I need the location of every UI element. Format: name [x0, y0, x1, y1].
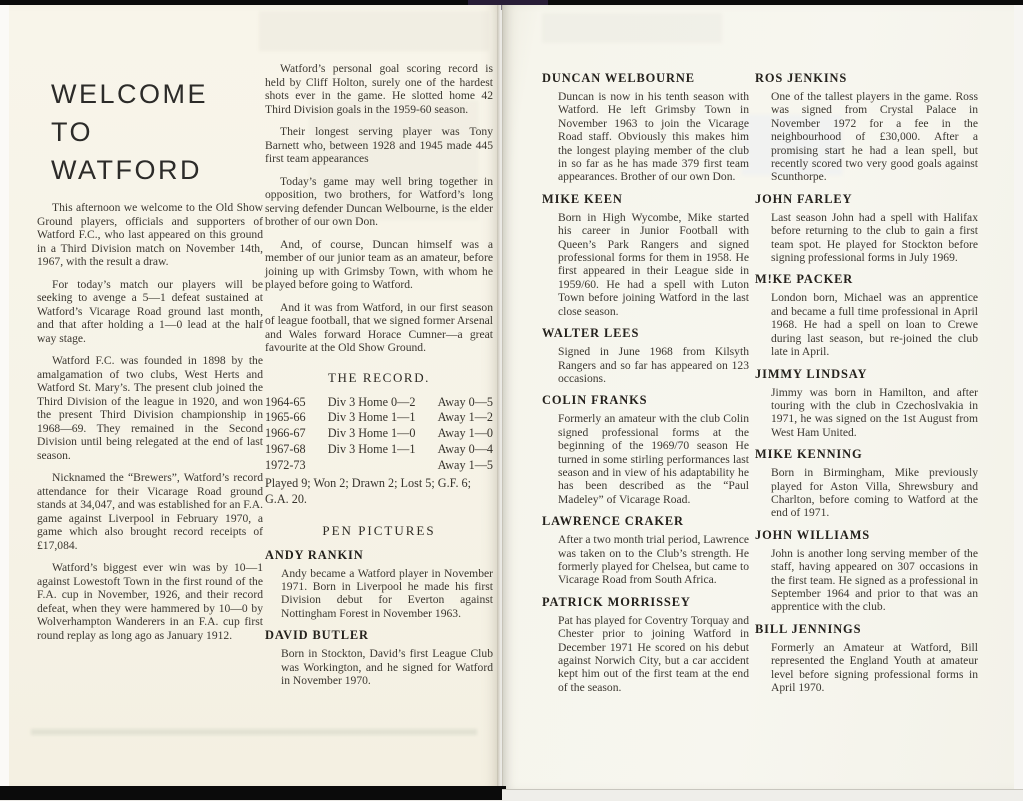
- player-name: ROS JENKINS: [755, 71, 848, 85]
- record-row: [265, 395, 493, 411]
- player-name: JOHN WILLIAMS: [755, 527, 871, 542]
- show-through-artifact: [542, 13, 722, 43]
- pen-pictures-heading: PEN PICTURES: [322, 522, 436, 538]
- player-bio: John is another long serving member of the staff, having appeared on 307 occasions in the first team. He signed as a professional in September 1964 and prior to that was an apprentice with the club.: [771, 546, 978, 614]
- page-fold-crease: [497, 5, 503, 788]
- right-page-column-2: [755, 63, 978, 698]
- player-entry: [542, 514, 749, 587]
- player-bio: Born in Stockton, David’s first League Club was Workington, and he signed for Watford in November 1970.: [281, 647, 493, 688]
- page-title-line: TO: [51, 117, 94, 147]
- player-entry: [755, 272, 978, 358]
- player-entry: [542, 326, 749, 385]
- record-season: 1965-66: [265, 410, 306, 425]
- player-entry: [755, 367, 978, 440]
- player-bio: Signed in June 1968 from Kilsyth Rangers and so far has appeared on 123 occasions.: [558, 345, 749, 385]
- player-entry: [755, 528, 978, 614]
- player-bio: Pat has played for Coventry Torquay and Chester prior to joining Watford in December 1971 He scored on his debut against Norwich City, but a car accident kept him out of the first team at the end of the season.: [558, 613, 749, 694]
- player-name: JIMMY LINDSAY: [755, 366, 868, 381]
- right-page-column-1: [542, 63, 749, 698]
- player-bio: Born in Birmingham, Mike previously played for Aston Villa, Shrewsbury and Charlton, before coming to Watford at the end of 1971.: [771, 466, 978, 520]
- paragraph: Watford F.C. was founded in 1898 by the amalgamation of two clubs, West Herts and Watford St. Mary’s. The present club joined the Third Division of the league in 1920, and won the present Third Division championship in 1968—69. They remained in the Second Division until being relegated at the end of last season.: [37, 354, 263, 462]
- pen-pictures-section: [265, 523, 493, 688]
- left-page-column-2: [265, 62, 493, 692]
- record-away: Away 0—4: [437, 441, 493, 456]
- record-season: 1966-67: [265, 426, 306, 441]
- paragraph: Nicknamed the “Brewers”, Watford’s record attendance for their Vicarage Road ground stands at 34,047, and was established for an F.A. game against Liverpool in February 1970, a game which also brought record receipts of £17,084.: [37, 471, 263, 552]
- record-away: Away 1—0: [437, 426, 493, 441]
- player-name: LAWRENCE CRAKER: [542, 514, 684, 529]
- paragraph: This afternoon we welcome to the Old Show Ground players, officials and supporters of Watford F.C., who last appeared on this ground in a Third Division match on November 14th, 1967, with the result a draw.: [37, 201, 263, 268]
- player-bio: One of the tallest players in the game. Ross was signed from Crystal Palace in November 1972 for a fee in the neighbourhood of £30,000. After a promising start he had a lean spell, but recently scored two very good goals against Scunthorpe.: [771, 90, 978, 184]
- player-bio: Formerly an Amateur at Watford, Bill represented the England Youth at amateur level before signing professional forms in April 1970.: [771, 640, 978, 694]
- record-detail: Div 3 Home 1—1: [327, 410, 416, 425]
- player-name: JOHN FARLEY: [755, 191, 853, 206]
- record-season: 1972-73: [265, 457, 306, 472]
- player-entry: [755, 192, 978, 265]
- record-away: Away 1—2: [437, 410, 493, 425]
- player-entry: [265, 628, 493, 687]
- page-left: [9, 5, 501, 788]
- record-season: 1964-65: [265, 394, 306, 409]
- record-season: 1967-68: [265, 441, 306, 456]
- record-away: Away 1—5: [437, 457, 493, 472]
- record-row: [265, 410, 493, 426]
- player-entry: [755, 622, 978, 695]
- player-name: ANDY RANKIN: [265, 547, 364, 562]
- player-bio: London born, Michael was an apprentice and became a full time professional in April 1968. He had a spell on loan to Crewe during last season, but re-joined the club late in April.: [771, 291, 978, 359]
- bottom-right-page-edge: [502, 789, 1023, 801]
- record-summary: Played 9; Won 2; Drawn 2; Lost 5; G.F. 6; G.A. 20.: [265, 476, 472, 507]
- record-detail: Div 3 Home 0—2: [327, 394, 416, 409]
- paragraph: And it was from Watford, in our first season of league football, that we signed former Arsenal and Wales forward Horace Cumner—a great favourite at the Old Show Ground.: [265, 300, 493, 354]
- record-row: [265, 426, 493, 442]
- paragraph: For today’s match our players will be seeking to avenge a 5—1 defeat sustained at Watford’s Vicarage Road ground last month, and that after holding a 1—0 lead at the half way stage.: [37, 277, 263, 345]
- player-entry: [755, 71, 978, 184]
- right-page-edge: [1014, 5, 1023, 789]
- player-entry: [265, 548, 493, 621]
- record-detail: Div 3 Home 1—1: [327, 441, 416, 456]
- player-bio: Jimmy was born in Hamilton, and after touring with the club in Czechoslvakia in 1971, he was signed on the 1st August from West Ham United.: [771, 385, 978, 439]
- player-entry: [755, 447, 978, 520]
- player-name: COLIN FRANKS: [542, 393, 648, 408]
- player-bio: Last season John had a spell with Halifax before returning to the club to gain a first team spot. He played for Stockton before signing professional forms in July 1969.: [771, 210, 978, 265]
- record-detail: Div 3 Home 1—0: [327, 426, 416, 441]
- left-page-edge: [0, 5, 9, 787]
- page-title-line: WATFORD: [51, 155, 202, 185]
- player-entry: [542, 71, 749, 184]
- player-name: DUNCAN WELBOURNE: [542, 71, 695, 85]
- record-row: [265, 458, 493, 474]
- left-page-column-1: [37, 201, 263, 651]
- bottom-border-bar: [0, 786, 506, 800]
- player-entry: [542, 595, 749, 694]
- player-name: MIKE KENNING: [755, 447, 863, 462]
- player-name: DAVID BUTLER: [265, 628, 369, 643]
- record-away: Away 0—5: [437, 394, 493, 409]
- player-name: BILL JENNINGS: [755, 621, 862, 636]
- show-through-artifact: [31, 729, 477, 735]
- paragraph: Watford’s personal goal scoring record is held by Cliff Holton, surely one of the hardest shots ever in the game. He slotted home 42 Third Division goals in the 1959-60 season.: [265, 62, 493, 116]
- player-bio: After a two month trial period, Lawrence was taken on to the Club’s strength. He formerly played for Chelsea, but came to Vicarage Road from South Africa.: [558, 533, 749, 587]
- paragraph: Today’s game may well bring together in opposition, two brothers, for Watford’s long serving defender Duncan Welbourne, is the elder brother of our own Don.: [265, 174, 493, 228]
- record-row: [265, 442, 493, 458]
- player-name: PATRICK MORRISSEY: [542, 594, 691, 609]
- paragraph: Watford’s biggest ever win was by 10—1 against Lowestoft Town in the first round of the F.A. cup in November, 1926, and their record defeat, when they were hammered by 10—0 by Wolverhampton Wanderers in an F.A. cup first round replay as long ago as January 1912.: [37, 561, 263, 642]
- paragraph: And, of course, Duncan himself was a member of our junior team as an amateur, before joining up with Grimsby Town, with whom he played before going to Watford.: [265, 237, 493, 291]
- show-through-artifact: [259, 11, 489, 51]
- player-bio: Duncan is now in his tenth season with Watford. He left Grimsby Town in November 1963 to join the Vicarage Road staff. Obviously this makes him the longest playing member of the club in so far as he has made 379 first team appearances. Brother of our own Don.: [558, 90, 749, 184]
- player-bio: Formerly an amateur with the club Colin signed professional forms at the beginning of the 1969/70 season He turned in some stirling performances last season and in view of his adaptability he has been described as the “Paul Madeley” of Vicarage Road.: [558, 412, 749, 506]
- player-entry: [542, 393, 749, 506]
- record-section: [265, 370, 493, 508]
- player-name: MIKE KEEN: [542, 191, 623, 206]
- player-bio: Andy became a Watford player in November 1971. Born in Liverpool he made his first Division debut for Everton against Nottingham Forest in November 1963.: [281, 566, 493, 620]
- page-title: [51, 75, 208, 189]
- page-title-line: WELCOME: [51, 79, 209, 109]
- paragraph: Their longest serving player was Tony Barnett who, between 1928 and 1945 made 445 first team appearances: [265, 125, 493, 165]
- record-heading: THE RECORD.: [327, 369, 431, 385]
- player-bio: Born in High Wycombe, Mike started his career in Junior Football with Queen’s Park Rangers and signed professional forms for them in 1958. He first appeared in their League side in 1959/60. He had a spell with Luton Town before joining Watford in the last close season.: [558, 210, 749, 318]
- page-right: [502, 5, 1014, 789]
- player-name: M!KE PACKER: [755, 272, 854, 287]
- player-entry: [542, 192, 749, 318]
- player-name: WALTER LEES: [542, 326, 640, 341]
